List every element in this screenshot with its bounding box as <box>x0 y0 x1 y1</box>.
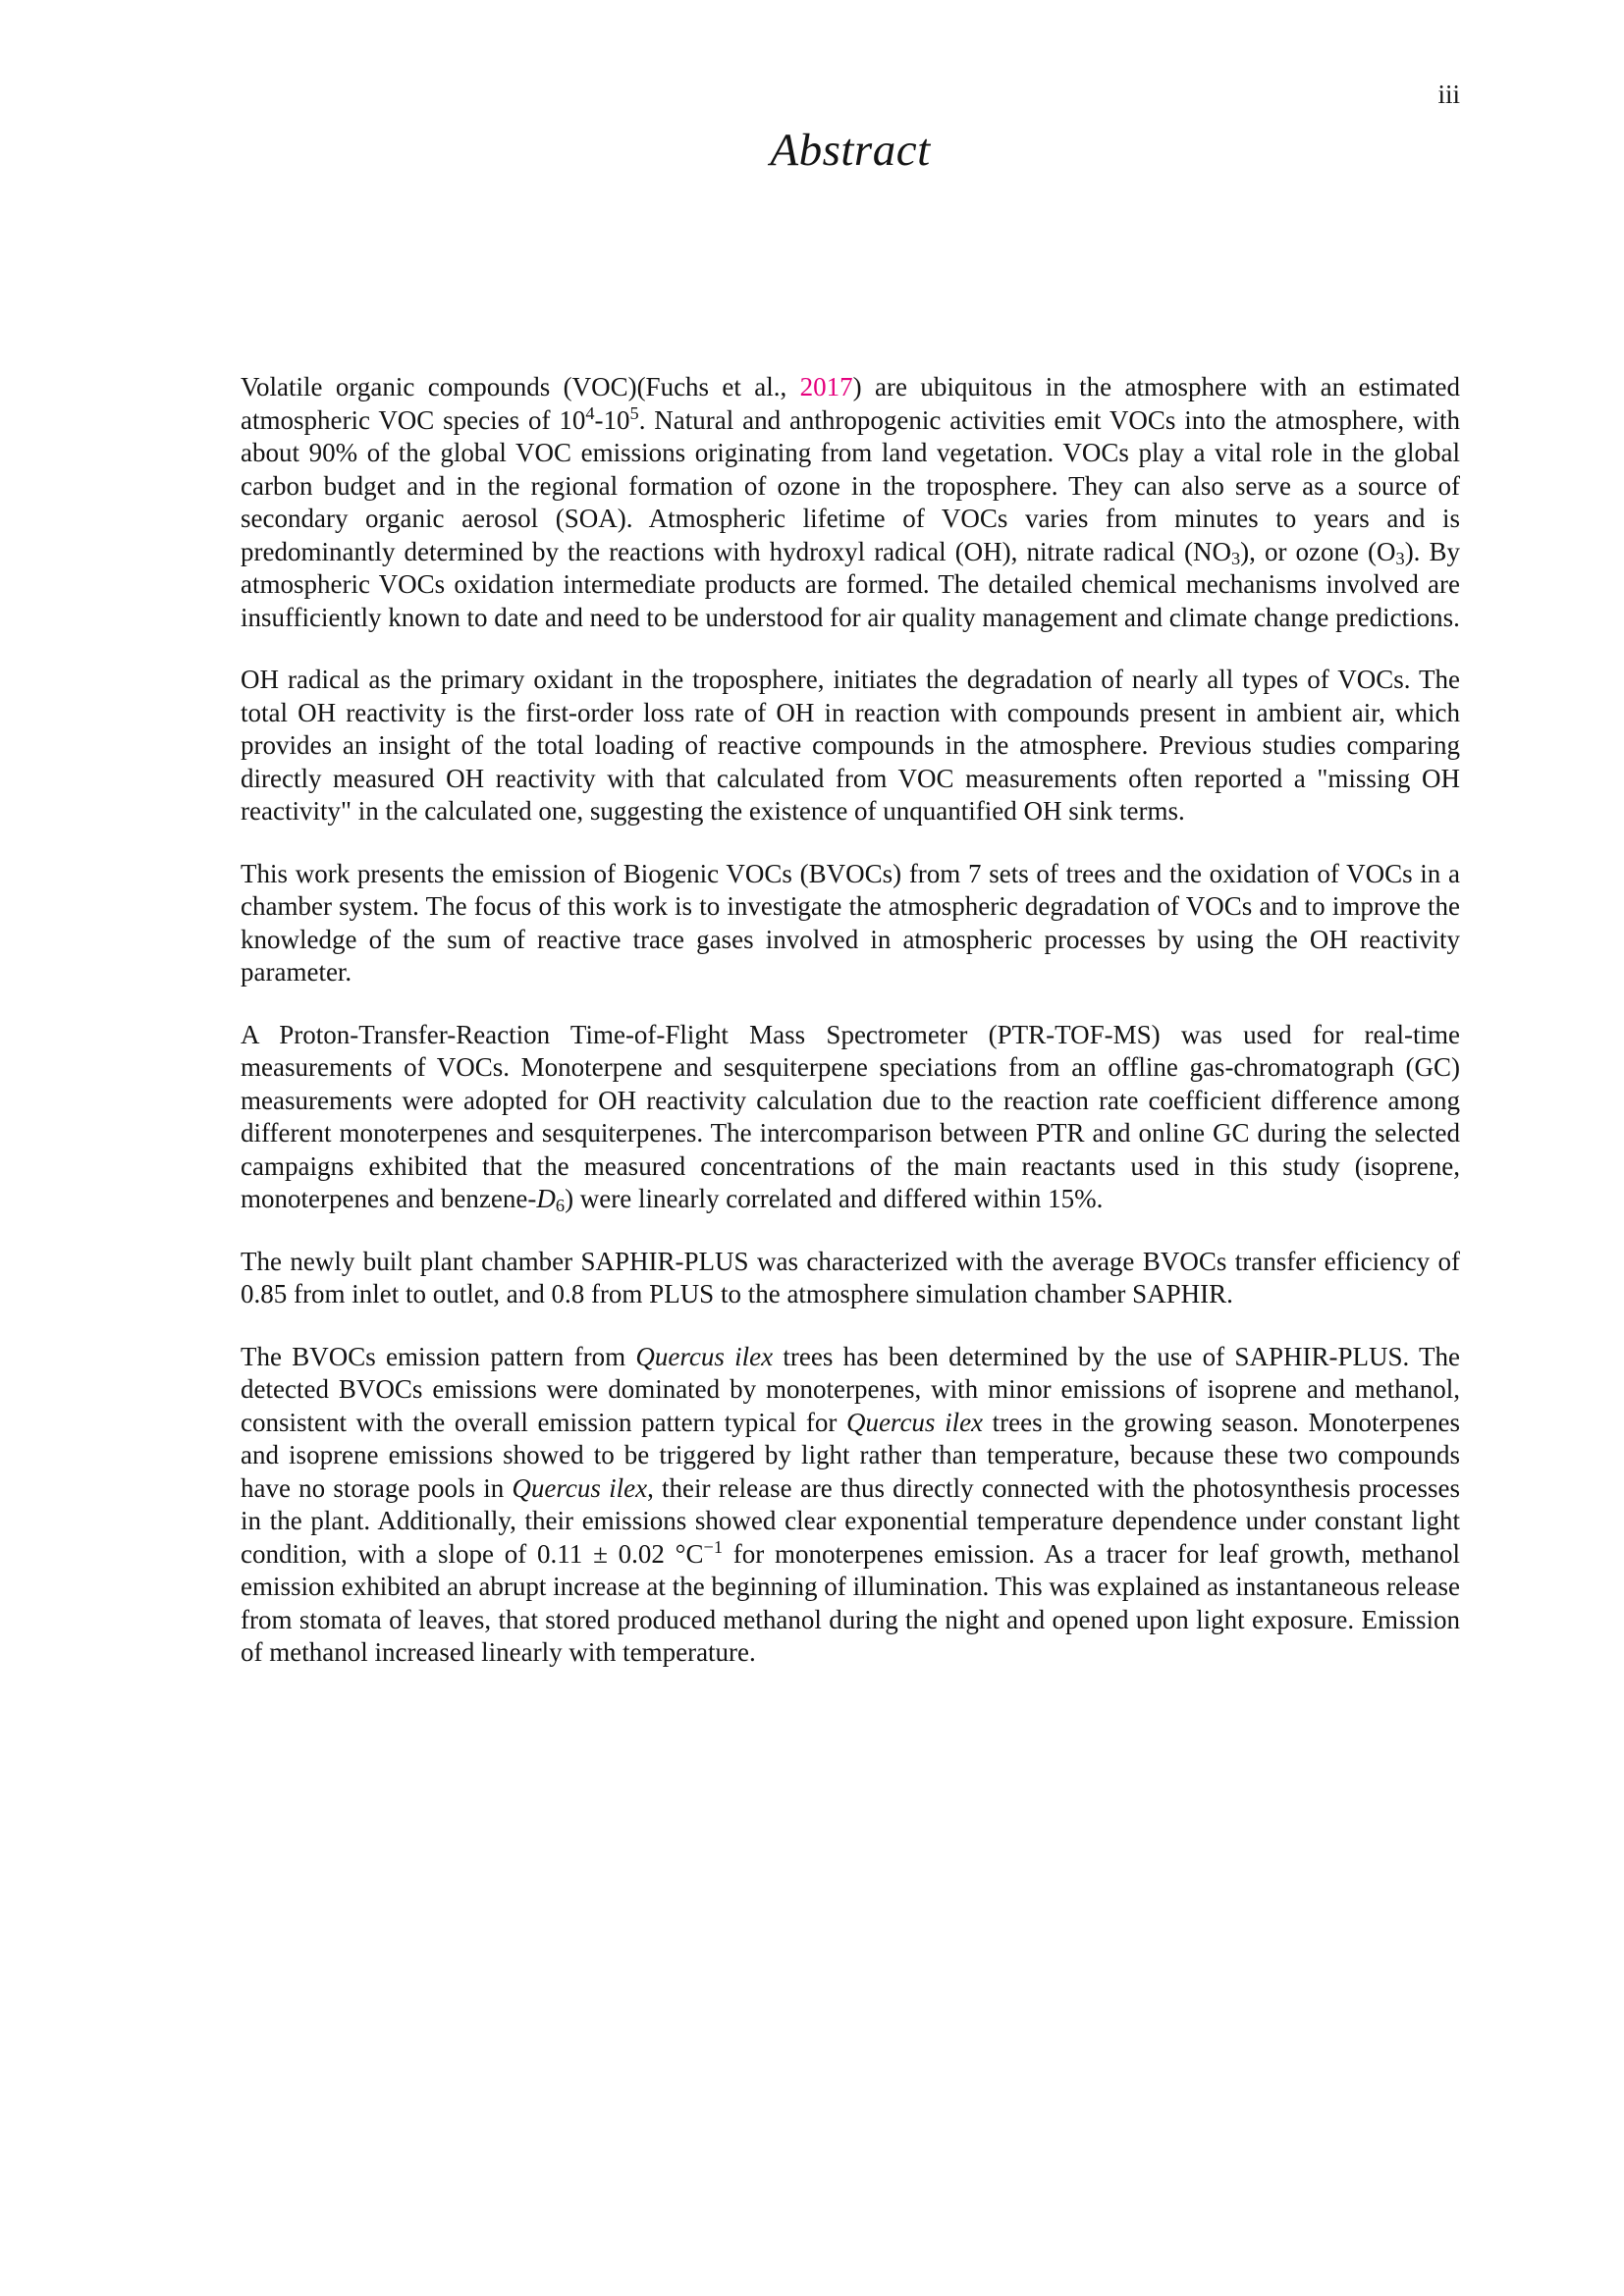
paragraph <box>241 371 1460 634</box>
text-run: A Proton-Transfer-Reaction Time-of-Flight Mass Spectrometer (PTR-TOF-MS) was used for real-time measurements of VOCs. Monoterpene and sesquiterpene speciations from an offline gas-chromatograph (GC) measurements were adopted for OH reactivity calculation due to the reaction rate coefficient difference among different monoterpenes and sesquiterpenes. The intercomparison between PTR and online GC during the selected campaigns exhibited that the measured concentrations of the main reactants used in this study (isoprene, monoterpenes and benzene- <box>241 1019 1460 1213</box>
superscript: 4 <box>585 403 595 424</box>
page-number: iii <box>1437 80 1460 109</box>
text-run: . Natural and anthropogenic activities emit VOCs into the atmosphere, with about 90% of the global VOC emissions originating from land vegetation. VOCs play a vital role in the global carbon budget and in the regional formation of ozone in the troposphere. They can also serve as a source of secondary organic aerosol (SOA). Atmospheric lifetime of VOCs varies from minutes to years and is predominantly determined by the reactions with hydroxyl radical (OH), nitrate radical (NO <box>241 404 1460 566</box>
subscript: 6 <box>555 1196 566 1216</box>
text-run: This work presents the emission of Biogenic VOCs (BVOCs) from 7 sets of trees and the oxidation of VOCs in a chamber system. The focus of this work is to investigate the atmospheric degradation of VOCs and to improve the knowledge of the sum of reactive trace gases involved in atmospheric processes by using the OH reactivity parameter. <box>241 858 1460 987</box>
superscript: −1 <box>703 1537 724 1558</box>
paragraph <box>241 664 1460 828</box>
text-run: The BVOCs emission pattern from <box>241 1341 636 1371</box>
paragraph <box>241 1341 1460 1670</box>
text-run: for monoterpenes emission. As a tracer for leaf growth, methanol emission exhibited an abrupt increase at the beginning of illumination. This was explained as instantaneous release from stomata of leaves, that stored produced methanol during the night and opened upon light exposure. Emission of methanol increased linearly with temperature. <box>241 1538 1460 1667</box>
text-run: Volatile organic compounds (VOC)(Fuchs et al., <box>241 372 800 401</box>
italic-text: Quercus ilex <box>845 1407 984 1437</box>
text-run: ), or ozone (O <box>1240 536 1396 566</box>
paragraph <box>241 1019 1460 1216</box>
text-run: trees has been determined by the use of SAPHIR-PLUS. The detected BVOCs emissions were dominated by monoterpenes, with minor emissions of isoprene and methanol, consistent with the overall emission pattern typical for <box>241 1341 1460 1437</box>
italic-text: Quercus ilex <box>635 1341 774 1371</box>
subscript: 3 <box>1395 548 1405 568</box>
text-run: ) were linearly correlated and differed within 15%. <box>565 1184 1104 1213</box>
subscript: 3 <box>1230 548 1241 568</box>
page-title: Abstract <box>770 125 931 176</box>
superscript: 5 <box>629 403 639 424</box>
text-run: ). By atmospheric VOCs oxidation intermediate products are formed. The detailed chemical mechanisms involved are insufficiently known to date and need to be understood for air quality management and climate change predictions. <box>241 536 1460 632</box>
abstract-body <box>241 371 1460 1670</box>
text-run: , their release are thus directly connected with the photosynthesis processes in the plant. Additionally, their emissions showed clear exponential temperature dependence under constant light condition, with a slope of 0.11 ± 0.02 °C <box>241 1472 1461 1569</box>
italic-text: Quercus ilex <box>512 1472 648 1503</box>
text-run: ) are ubiquitous in the atmosphere with an estimated atmospheric VOC species of 10 <box>241 372 1460 435</box>
text-run: trees in the growing season. Monoterpenes and isoprene emissions showed to be triggered by light rather than temperature, because these two compounds have no storage pools in <box>241 1407 1461 1503</box>
paragraph <box>241 1246 1460 1311</box>
text-run: -10 <box>594 404 630 435</box>
citation-link[interactable]: 2017 <box>799 372 853 401</box>
italic-text: D <box>536 1184 556 1213</box>
text-run: OH radical as the primary oxidant in the troposphere, initiates the degradation of nearly all types of VOCs. The total OH reactivity is the first-order loss rate of OH in reaction with compounds present in ambient air, which provides an insight of the total loading of reactive compounds in the atmosphere. Previous studies comparing directly measured OH reactivity with that calculated from VOC measurements often reported a "missing OH reactivity" in the calculated one, suggesting the existence of unquantified OH sink terms. <box>241 665 1460 826</box>
paragraph <box>241 858 1460 989</box>
text-run: The newly built plant chamber SAPHIR-PLUS was characterized with the average BVOCs transfer efficiency of 0.85 from inlet to outlet, and 0.8 from PLUS to the atmosphere simulation chamber SAPHIR. <box>241 1246 1460 1308</box>
